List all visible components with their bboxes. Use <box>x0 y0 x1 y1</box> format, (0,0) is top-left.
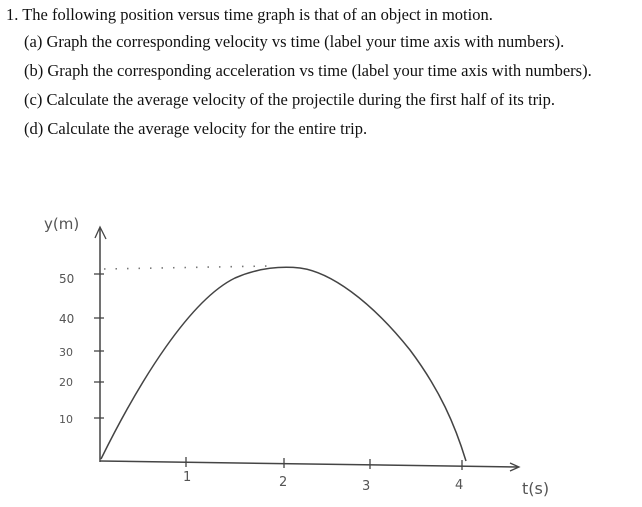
part-a-text: Graph the corresponding velocity vs time (label your time axis with numbers). <box>46 32 565 51</box>
part-b <box>24 60 638 81</box>
y-tick-label-20: 20 <box>59 376 73 389</box>
problem-stem-text: The following position versus time graph is that of an object in motion. <box>22 5 493 24</box>
x-tick-label-1: 1 <box>183 470 192 485</box>
part-b-label: (b) <box>24 61 44 80</box>
x-tick-label-3: 3 <box>362 479 371 494</box>
x-tick-label-2: 2 <box>279 475 288 490</box>
problem-text <box>6 4 638 147</box>
x-tick-label-4: 4 <box>455 478 464 493</box>
y-axis-label: y(m) <box>44 215 80 233</box>
part-a <box>24 31 638 52</box>
part-d <box>24 118 638 139</box>
problem-number: 1. <box>6 5 19 24</box>
y-tick-label-50: 50 <box>59 272 75 286</box>
y-tick-label-40: 40 <box>59 312 75 326</box>
part-d-label: (d) <box>24 119 44 138</box>
part-c <box>24 89 638 110</box>
part-a-label: (a) <box>24 32 43 51</box>
position-time-graph <box>0 200 642 502</box>
x-axis-label: t(s) <box>522 479 550 498</box>
y-tick-label-30: 30 <box>59 346 73 359</box>
part-d-text: Calculate the average velocity for the entire trip. <box>47 119 368 138</box>
y-tick-label-10: 10 <box>59 413 73 426</box>
graph-svg <box>0 200 642 502</box>
part-b-text: Graph the corresponding acceleration vs time (label your time axis with numbers). <box>47 61 592 80</box>
x-axis <box>100 461 518 467</box>
problem-stem <box>6 4 638 25</box>
part-c-text: Calculate the average velocity of the projectile during the first half of its trip. <box>46 90 556 109</box>
part-c-label: (c) <box>24 90 43 109</box>
position-curve <box>101 267 466 461</box>
max-height-dotted-line <box>104 266 268 269</box>
